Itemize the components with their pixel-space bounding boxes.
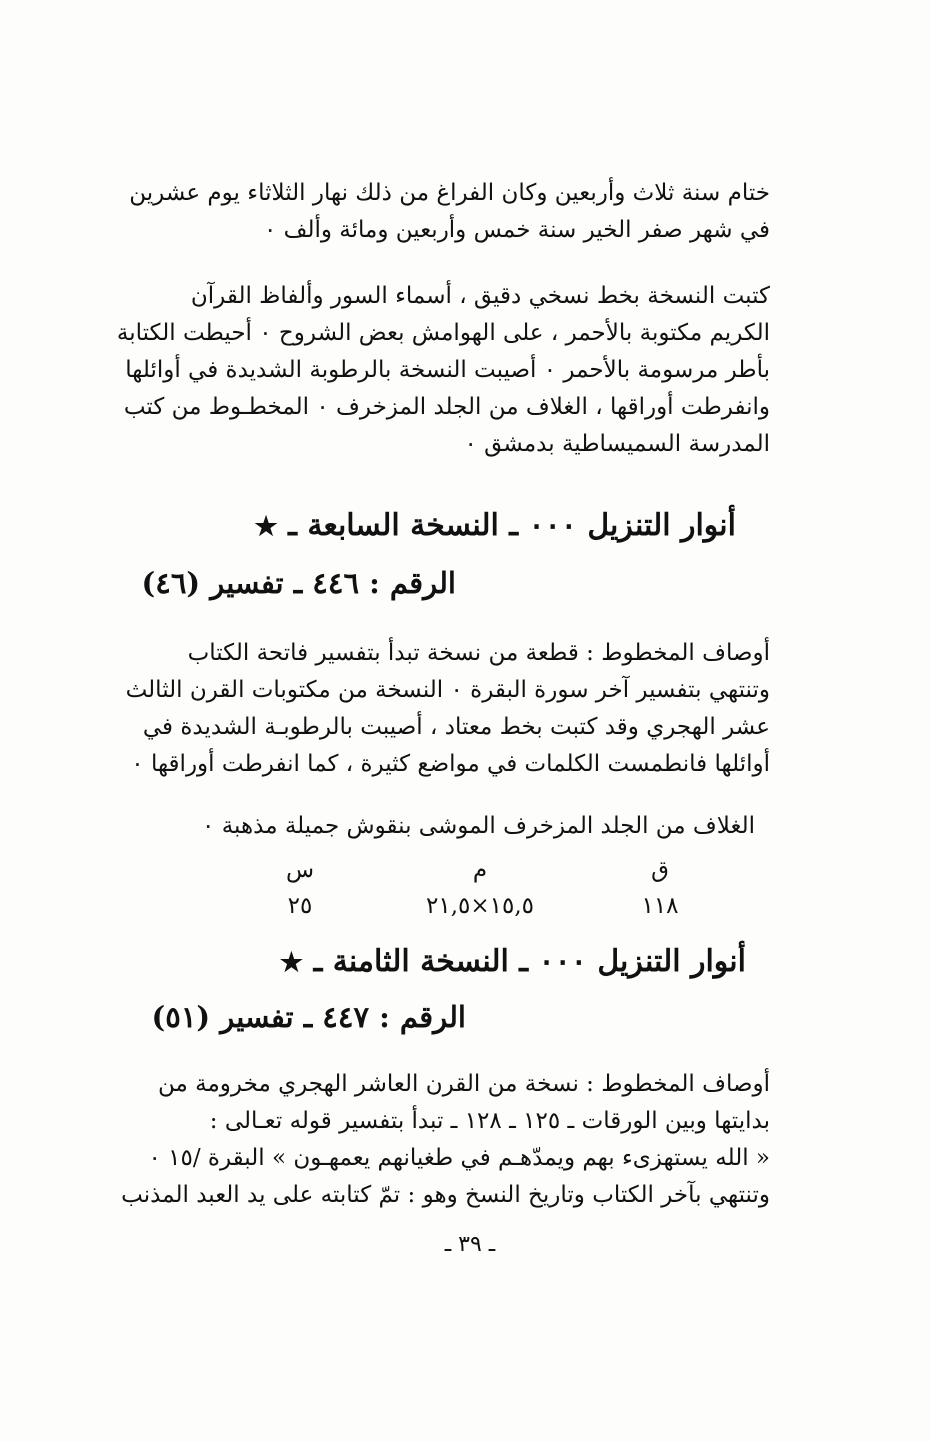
spec-value-lines: ٢٥ xyxy=(287,893,313,919)
paragraph-line: كتبت النسخة بخط نسخي دقيق ، أسماء السور وألفاظ القرآن xyxy=(190,283,770,309)
cover-line: الغلاف من الجلد المزخرف الموشى بنقوش جميلة مذهبة ٠ xyxy=(202,813,755,839)
paragraph-line: في شهر صفر الخير سنة خمس وأربعين ومائة وألف ٠ xyxy=(263,217,770,243)
spec-header-dimensions: م xyxy=(472,857,488,883)
page-number: ـ ٣٩ ـ xyxy=(444,1232,496,1257)
catalog-number: الرقم : ٤٤٦ ـ تفسير (٤٦) xyxy=(141,566,456,600)
paragraph-line: المدرسة السميساطية بدمشق ٠ xyxy=(464,431,770,457)
spec-header-row xyxy=(230,852,730,888)
paragraph-description-eighth xyxy=(121,1066,770,1214)
paragraph-line: أوصاف المخطوط : قطعة من نسخة تبدأ بتفسير فاتحة الكتاب xyxy=(187,640,770,666)
section-heading-eighth-copy xyxy=(280,944,746,979)
star-icon: ★ xyxy=(254,512,278,542)
catalog-number: الرقم : ٤٤٧ ـ تفسير (٥١) xyxy=(151,1000,466,1034)
section-heading-seventh-copy xyxy=(254,508,736,543)
specification-table xyxy=(230,852,730,924)
cover-description xyxy=(202,808,755,845)
catalog-number-line xyxy=(142,566,456,600)
section-title: أنوار التنزيل ٠٠٠ ـ النسخة الثامنة ـ xyxy=(313,944,746,979)
paragraph-line: الكريم مكتوبة بالأحمر ، على الهوامش بعض الشروح ٠ أحيطت الكتابة xyxy=(116,320,770,346)
paragraph-line: ختام سنة ثلاث وأربعين وكان الفراغ من ذلك نهار الثلاثاء يوم عشرين xyxy=(129,180,770,206)
spec-value-dimensions: ١٥,٥×٢١,٥ xyxy=(425,893,535,919)
spec-value-row xyxy=(230,888,730,924)
star-icon: ★ xyxy=(279,948,304,978)
paragraph-line: وتنتهي بآخر الكتاب وتاريخ النسخ وهو : تمّ كتابته على يد العبد المذنب xyxy=(121,1182,770,1208)
catalog-number-line xyxy=(152,1000,466,1034)
spec-value-leaves: ١١٨ xyxy=(641,893,679,919)
paragraph-description-seventh xyxy=(125,635,770,783)
paragraph-line: أوصاف المخطوط : نسخة من القرن العاشر الهجري مخرومة من xyxy=(158,1071,770,1097)
spec-header-leaves: ق xyxy=(651,857,669,883)
paragraph-line: عشر الهجري وقد كتبت بخط معتاد ، أصيبت بالرطوبـة الشديدة في xyxy=(142,714,770,740)
paragraph-colophon xyxy=(129,175,770,249)
section-title: أنوار التنزيل ٠٠٠ ـ النسخة السابعة ـ xyxy=(288,508,736,543)
spec-header-lines: س xyxy=(285,857,315,883)
paragraph-line: بأطر مرسومة بالأحمر ٠ أصيبت النسخة بالرطوبة الشديدة في أوائلها xyxy=(125,357,770,383)
paragraph-line: بدايتها وبين الورقات ـ ١٢٥ ـ ١٢٨ ـ تبدأ بتفسير قوله تعـالى : xyxy=(209,1108,770,1134)
paragraph-line: وتنتهي بتفسير آخر سورة البقرة ٠ النسخة من مكتوبات القرن الثالث xyxy=(125,677,770,703)
paragraph-line: وانفرطت أوراقها ، الغلاف من الجلد المزخرف ٠ المخطـوط من كتب xyxy=(123,394,770,420)
paragraph-line: « الله يستهزىء بهم ويمدّهـم في طغيانهم يعمهـون » البقرة /١٥ ٠ xyxy=(148,1145,770,1171)
paragraph-manuscript-description xyxy=(116,278,770,463)
paragraph-line: أوائلها فانطمست الكلمات في مواضع كثيرة ، كما انفرطت أوراقها ٠ xyxy=(131,751,770,777)
